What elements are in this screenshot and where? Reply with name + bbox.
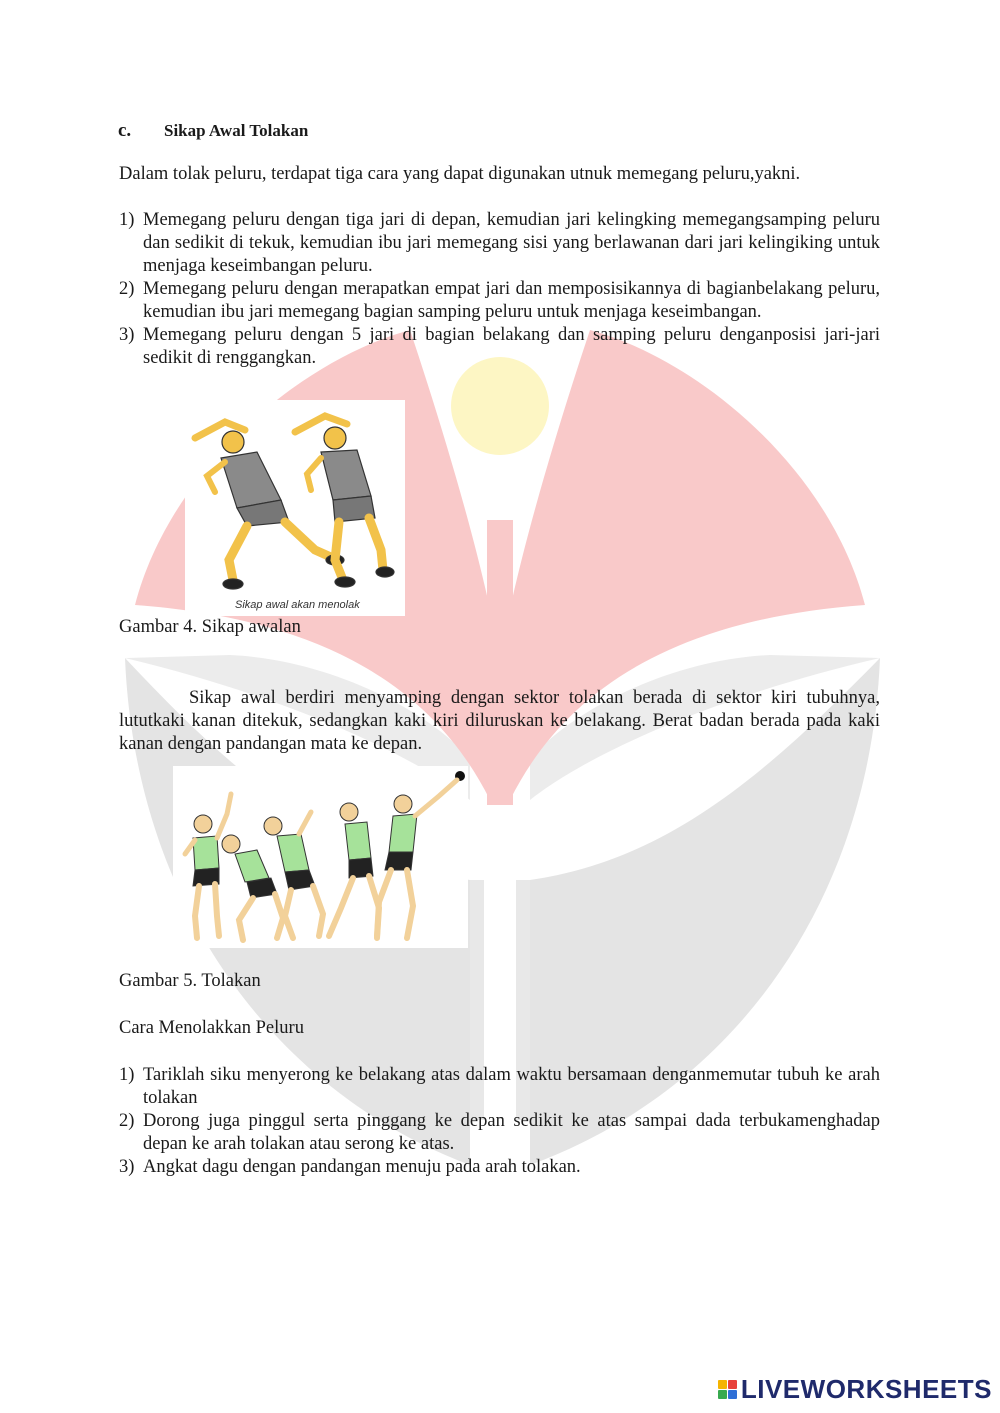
figure-4-image xyxy=(185,400,405,616)
figure-4-caption: Gambar 4. Sikap awalan xyxy=(119,617,301,637)
list-item: 1) Memegang peluru dengan tiga jari di depan, kemudian jari kelingking memegangsamping peluru dan sedikit di tekuk, kemudian ibu jari memegang sisi yang berlawanan dari jari kelingiking untuk menjaga keseimbangan peluru. xyxy=(119,210,880,276)
brand-text: LIVEWORKSHEETS xyxy=(740,1374,992,1404)
list-item: 2) Dorong juga pinggul serta pinggang ke depan sedikit ke atas sampai dada terbukamenghadap depan ke arah tolakan atau serong ke atas. xyxy=(119,1111,880,1154)
athlete-stance-illustration xyxy=(185,400,405,616)
list-item: 3) Memegang peluru dengan 5 jari di bagian belakang dan samping peluru denganposisi jari-jari sedikit di renggangkan. xyxy=(119,325,880,368)
list-item: 1) Tariklah siku menyerong ke belakang atas dalam waktu bersamaan denganmemutar tubuh ke arah tolakan xyxy=(119,1065,880,1108)
list-item: 2) Memegang peluru dengan merapatkan empat jari dan memposisikannya di bagianbelakang peluru, kemudian ibu jari memegang bagian samping peluru untuk menjaga keseimbangan. xyxy=(119,279,880,322)
figure-5-image xyxy=(173,766,468,948)
push-heading: Cara Menolakkan Peluru xyxy=(119,1018,304,1038)
push-steps-list xyxy=(119,1064,880,1179)
figure-5-caption: Gambar 5. Tolakan xyxy=(119,971,261,991)
stance-paragraph: Sikap awal berdiri menyamping dengan sektor tolakan berada di sektor kiri tubuhnya, lututkaki kanan ditekuk, sedangkan kaki kiri diluruskan ke belakang. Berat badan berada pada kaki kanan dengan pandangan mata ke depan. xyxy=(119,688,880,754)
section-letter: c. xyxy=(118,120,132,141)
liveworksheets-logo-icon xyxy=(718,1380,737,1399)
grip-methods-list xyxy=(119,209,880,370)
section-heading xyxy=(118,120,308,142)
list-item: 3) Angkat dagu dengan pandangan menuju pada arah tolakan. xyxy=(119,1157,581,1177)
intro-paragraph: Dalam tolak peluru, terdapat tiga cara yang dapat digunakan utnuk memegang peluru,yakni. xyxy=(119,164,801,184)
shot-put-sequence-illustration xyxy=(173,766,468,948)
liveworksheets-brand[interactable] xyxy=(718,1374,992,1405)
figure-4-image-caption: Sikap awal akan menolak xyxy=(235,599,360,611)
section-title: Sikap Awal Tolakan xyxy=(164,121,309,140)
